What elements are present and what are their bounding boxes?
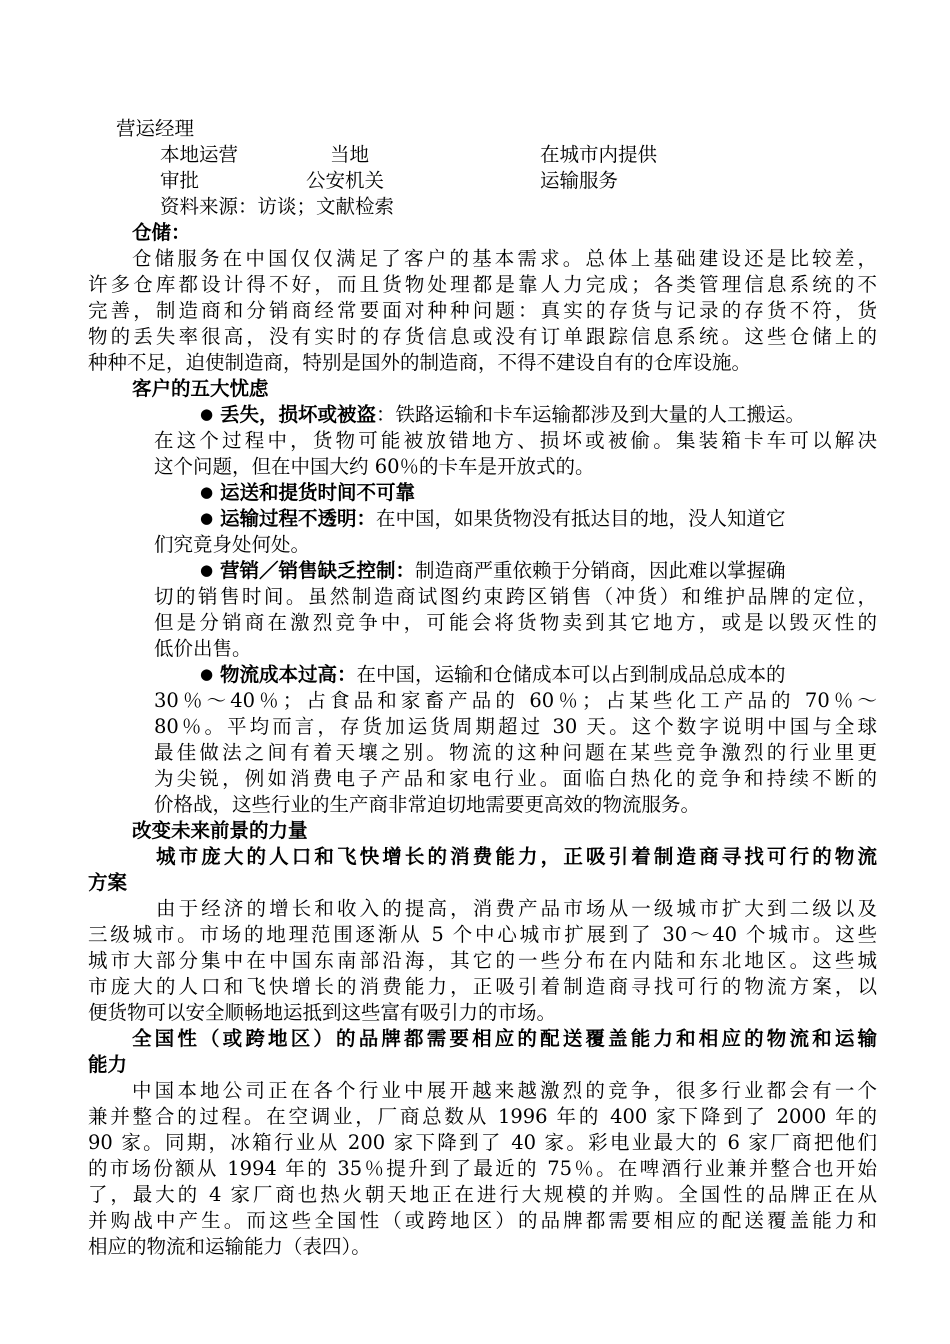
bullet-item [200,480,415,507]
bullet-label: 运输过程不透明： [220,507,377,530]
paragraph-line: 由于经济的增长和收入的提高，消费产品市场从一级城市扩大到二级以及 [156,897,877,920]
paragraph-line: 90 家。同期，冰箱行业从 200 家下降到了 40 家。彩电业最大的 6 家厂商把他们 [88,1131,877,1154]
paragraph-line: 完善，制造商和分销商经常要面对种种问题：真实的存货与记录的存货不符，货 [88,299,877,322]
paragraph-line: 种种不足，迫使制造商，特别是国外的制造商，不得不建设自有的仓库设施。 [88,351,752,374]
bullet-label: 运送和提货时间不可靠 [220,481,416,504]
table-cell: 在城市内提供 [540,143,658,166]
paragraph-line: 了，最大的 4 家厂商也热火朝天地正在进行大规模的并购。全国性的品牌正在从 [88,1183,877,1206]
paragraph-line: 为尖锐，例如消费电子产品和家电行业。面临白热化的竞争和持续不断的 [154,767,877,790]
paragraph-line: 并购战中产生。而这些全国性（或跨地区）的品牌都需要相应的配送覆盖能力和 [88,1209,877,1232]
paragraph-line: 相应的物流和运输能力（表四）。 [88,1235,371,1258]
bullet-text: 制造商严重依赖于分销商，因此难以掌握确 [415,559,786,582]
subheading-line: 全国性（或跨地区）的品牌都需要相应的配送覆盖能力和相应的物流和运输 [132,1027,877,1050]
table-cell: 营运经理 [116,117,195,140]
bullet-icon: ● [200,561,214,579]
paragraph-line: 城市大部分集中在中国东南部沿海，其它的一些分布在内陆和东北地区。这些城 [88,949,877,972]
table-cell: 审批 [160,169,200,192]
paragraph-line: 在这个过程中，货物可能被放错地方、损坏或被偷。集装箱卡车可以解决 [154,429,877,452]
table-cell: 运输服务 [540,169,619,192]
paragraph-line: 便货物可以安全顺畅地运抵到这些富有吸引力的市场。 [88,1001,557,1024]
paragraph-line: 切的销售时间。虽然制造商试图约束跨区销售（冲货）和维护品牌的定位， [154,585,877,608]
section-heading: 仓储： [132,221,191,244]
bullet-text: ：铁路运输和卡车运输都涉及到大量的人工搬运。 [376,403,806,426]
paragraph-line: 的市场份额从 1994 年的 35％提升到了最近的 75％。在啤酒行业兼并整合也开始 [88,1157,877,1180]
paragraph-line: 兼并整合的过程。在空调业，厂商总数从 1996 年的 400 家下降到了 2000 年的 [88,1105,877,1128]
table-cell: 当地 [330,143,370,166]
paragraph-line: 仓储服务在中国仅仅满足了客户的基本需求。总体上基础建设还是比较差， [132,247,877,270]
paragraph-line: 物的丢失率很高，没有实时的存货信息或没有订单跟踪信息系统。这些仓储上的 [88,325,877,348]
bullet-text: 在中国，如果货物没有抵达目的地，没人知道它 [376,507,786,530]
bullet-icon: ● [200,483,214,501]
paragraph-line: 80％。平均而言，存货加运货周期超过 30 天。这个数字说明中国与全球 [154,715,877,738]
subheading-line: 能力 [88,1053,128,1076]
paragraph-line: 这个问题，但在中国大约 60％的卡车是开放式的。 [154,455,595,478]
paragraph-line: 但是分销商在激烈竞争中，可能会将货物卖到其它地方，或是以毁灭性的 [154,611,877,634]
source-note: 资料来源：访谈；文献检索 [160,195,395,218]
paragraph-line: 中国本地公司正在各个行业中展开越来越激烈的竞争，很多行业都会有一个 [132,1079,877,1102]
bullet-icon: ● [200,405,214,423]
paragraph-line: 三级城市。市场的地理范围逐渐从 5 个中心城市扩展到了 30～40 个城市。这些 [88,923,877,946]
paragraph-line: 们究竟身处何处。 [154,533,311,556]
paragraph-line: 低价出售。 [154,637,252,660]
paragraph-line: 市庞大的人口和飞快增长的消费能力，正吸引着制造商寻找可行的物流方案，以 [88,975,877,998]
bullet-item [200,662,786,689]
subheading-line: 城市庞大的人口和飞快增长的消费能力，正吸引着制造商寻找可行的物流 [156,845,877,868]
bullet-label: 物流成本过高： [220,663,357,686]
bullet-label: 营销／销售缺乏控制： [220,559,416,582]
table-cell: 公安机关 [306,169,385,192]
section-heading: 客户的五大忧虑 [132,377,269,400]
bullet-text: 在中国，运输和仓储成本可以占到制成品总成本的 [356,663,786,686]
paragraph-line: 最佳做法之间有着天壤之别。物流的这种问题在某些竞争激烈的行业里更 [154,741,877,764]
bullet-item [200,506,786,533]
bullet-item [200,402,805,429]
subheading-line: 方案 [88,871,128,894]
bullet-item [200,558,786,585]
table-cell: 本地运营 [160,143,239,166]
bullet-icon: ● [200,509,214,527]
section-heading: 改变未来前景的力量 [132,819,308,842]
paragraph-line: 30％～40％；占食品和家畜产品的 60％；占某些化工产品的 70％～ [154,689,877,712]
paragraph-line: 价格战，这些行业的生产商非常迫切地需要更高效的物流服务。 [154,793,701,816]
paragraph-line: 许多仓库都设计得不好，而且货物处理都是靠人力完成；各类管理信息系统的不 [88,273,877,296]
bullet-label: 丢失，损坏或被盗 [220,403,377,426]
bullet-icon: ● [200,665,214,683]
